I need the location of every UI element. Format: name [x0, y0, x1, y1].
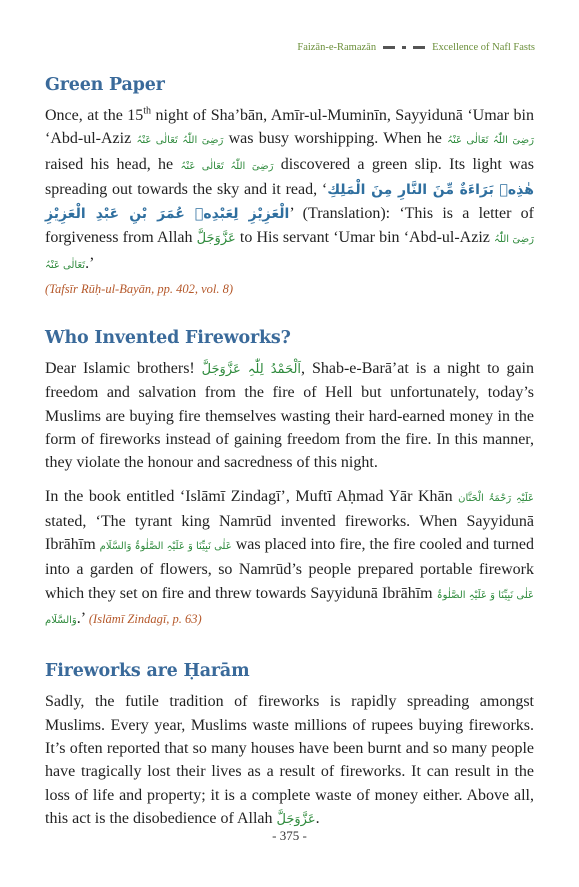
text-run: discovered a green slip. Its light was spreading out towards the sky and it read, ‘: [45, 155, 534, 198]
text-run: raised his head, he: [45, 155, 181, 173]
text-run: .’: [76, 610, 89, 628]
header-chapter-title: Excellence of Nafl Fasts: [432, 42, 535, 53]
text-run: .’: [85, 254, 95, 272]
text-run: to His servant ‘Umar bin ‘Abd-ul-Aziz: [235, 229, 495, 247]
arabic-quote: هٰذِهٖ بَرَاءَةٌ مِّنَ النَّارِ مِنَ الْمَلِكِ الْعَزِيْزِ لِعَبْدِهٖ عُمَرَ بْنِ عَبْدِ الْعَزِيْزِ: [45, 181, 534, 223]
header-separator-dot: [402, 46, 406, 49]
arabic-honorific: رَضِیَ اللّٰہُ تَعَالٰی عَنْہُ: [136, 135, 224, 147]
haram-paragraph: [45, 690, 534, 831]
text-run: ’ (Translation): ‘This is a letter of forgiveness from Allah: [45, 205, 534, 247]
text-run: was busy worshipping. When he: [223, 130, 448, 148]
running-header: [297, 42, 535, 53]
fireworks-paragraph-1: [45, 357, 534, 474]
text-run: night of Sha’bān, Amīr-ul-Muminīn, Sayyidunā ‘Umar bin ‘Abd-ul-Aziz: [45, 107, 534, 148]
arabic-honorific: عَزَّوَجَلَّ: [196, 231, 236, 247]
text-run: Dear Islamic brothers!: [45, 360, 202, 378]
text-run: was placed into fire, the fire cooled and turned into a garden of flowers, so Namrūd’s people prepared portable firework which they set on fire and threw towards Sayyidunā Ibrāhīm: [45, 536, 534, 602]
text-run: , Shab-e-Barā’at is a night to gain freedom and salvation from the fire of Hell but unfortunately, today’s Muslims are buying fire themselves wasting their hard-earned money in the form of fireworks instead of gaining freedom from the fire. In this manner, they violate the honour and sacredness of this night.: [45, 360, 535, 472]
arabic-phrase: اَلْحَمْدُ لِلّٰہِ عَزَّوَجَلَّ: [201, 362, 302, 378]
text-run: Sadly, the futile tradition of fireworks is rapidly spreading amongst Muslims. Every year, Muslims waste millions of rupees buying fireworks. It’s often reported that so many houses have been burnt and so many people have tragically lost their lives as a result of fireworks. It can result in the loss of life and property; it is a complete waste of money either. Above all, this act is the disobedience of Allah: [45, 693, 534, 827]
section-heading-haram: Fireworks are Ḥarām: [45, 661, 250, 682]
page-number: - 375 -: [272, 828, 307, 843]
text-run: stated, ‘The tyrant king Namrūd invented fireworks. When Sayyidunā Ibrāhīm: [45, 512, 534, 554]
header-book-title: Faizān-e-Ramazān: [297, 42, 377, 53]
section-heading-fireworks: Who Invented Fireworks?: [45, 328, 291, 349]
arabic-honorific: رَضِیَ اللّٰہُ تَعَالٰی عَنْہُ: [45, 234, 535, 271]
page-content: [45, 72, 534, 831]
header-separator-dash: [383, 46, 395, 49]
section-heading-green-paper: Green Paper: [45, 75, 165, 95]
arabic-honorific: عَزَّوَجَلَّ: [276, 811, 316, 827]
header-separator-dash: [413, 46, 425, 49]
arabic-honorific: عَلٰی نَبِیِّنَا وَ عَلَیْہِ الصَّلٰوۃُ وَالسَّلَام: [45, 589, 535, 627]
citation: (Islāmī Zindagī, p. 63): [88, 612, 202, 627]
arabic-honorific: عَلَیْہِ رَحْمَۃُ الْحَنَّان: [458, 492, 535, 504]
arabic-honorific: رَضِیَ اللّٰہُ تَعَالٰی عَنْہُ: [447, 135, 535, 147]
text-run: .: [315, 809, 320, 827]
text-run: In the book entitled ‘Islāmī Zindagī’, Muftī Aḥmad Yār Khān: [45, 487, 459, 505]
citation: (Tafsīr Rūḥ-ul-Bayān, pp. 402, vol. 8): [45, 282, 234, 297]
text-run: Once, at the 15: [45, 107, 144, 124]
ordinal-suffix: th: [143, 105, 152, 117]
arabic-honorific: عَلٰی نَبِیِّنَا وَ عَلَیْہِ الصَّلٰوۃُ وَالسَّلَام: [99, 541, 232, 553]
arabic-honorific: رَضِیَ اللّٰہُ تَعَالٰی عَنْہُ: [180, 160, 274, 172]
green-paper-paragraph: [45, 104, 534, 277]
fireworks-paragraph-2: [45, 485, 534, 633]
